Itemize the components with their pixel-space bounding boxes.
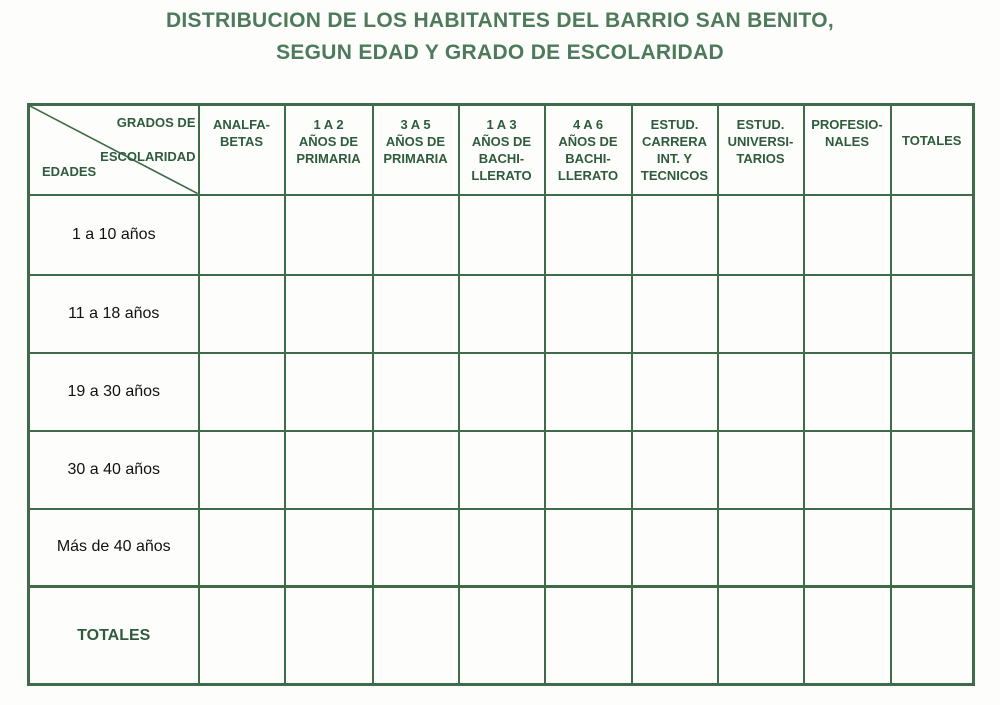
table-cell [545,353,632,431]
table-cell [718,431,804,509]
table-cell [199,587,285,685]
row-label: Más de 40 años [29,509,199,587]
column-header-bachillerato-4-6 [545,105,632,195]
table-cell [459,195,545,275]
corner-label-grados-line-2: ESCOLARIDAD [100,149,196,164]
table-cell [891,509,974,587]
header-line: CARRERA [642,134,707,149]
table-cell [718,195,804,275]
table-cell [285,353,373,431]
table-row [29,431,974,509]
table-cell [632,353,718,431]
header-line: 3 A 5 [400,117,431,132]
table-cell [199,353,285,431]
header-line: TECNICOS [640,168,709,183]
header-line: TARIOS [736,151,785,166]
table-cell [891,587,974,685]
corner-header-cell [29,105,199,195]
table-cell [718,587,804,685]
table-cell [285,509,373,587]
table-cell [804,275,891,353]
table-cell [285,195,373,275]
row-label: 11 a 18 años [29,275,199,353]
page-title-line-2: SEGUN EDAD Y GRADO DE ESCOLARIDAD [276,41,724,64]
header-line: AÑOS DE [298,134,359,149]
table-cell [545,431,632,509]
header-line: NALES [824,134,870,149]
header-line: UNIVERSI- [727,134,794,149]
header-line: BACHI- [478,151,525,166]
header-line: 4 A 6 [572,117,604,132]
table-cell [718,275,804,353]
table-cell [632,431,718,509]
row-label: 19 a 30 años [29,353,199,431]
table-cell [804,353,891,431]
table-cell [632,509,718,587]
table-row [29,353,974,431]
corner-label-grados-line-1: GRADOS DE [116,115,196,130]
header-line: BETAS [219,134,264,149]
header-line: AÑOS DE [385,134,446,149]
page-title-line-1: DISTRIBUCION DE LOS HABITANTES DEL BARRIO SAN BENITO, [165,9,835,32]
table-cell [804,509,891,587]
table-cell [199,509,285,587]
table-cell [373,587,459,685]
table-cell [459,587,545,685]
column-header-universitarios [718,105,804,195]
table-cell [459,275,545,353]
table-cell [373,509,459,587]
header-line: TOTALES [902,133,962,148]
corner-label-edades: EDADES [42,163,97,179]
table-cell [718,353,804,431]
header-line: ANALFA- [212,117,271,132]
table-cell [632,195,718,275]
table-cell [891,431,974,509]
header-line: ESTUD. [650,117,699,132]
corner-label-grados [100,114,195,165]
table-cell [804,195,891,275]
table-cell [459,353,545,431]
table-row [29,275,974,353]
header-line: 1 A 2 [313,117,344,132]
table-cell [718,509,804,587]
header-line: AÑOS DE [558,134,618,149]
table-cell [891,275,974,353]
distribution-table [27,103,975,686]
table-cell [373,275,459,353]
table-cell [285,275,373,353]
table-cell [804,431,891,509]
column-header-bachillerato-1-3 [459,105,545,195]
column-header-profesionales [804,105,891,195]
totals-row-label: TOTALES [29,587,199,685]
totals-row [29,587,974,685]
table-cell [545,195,632,275]
header-line: PRIMARIA [296,151,361,166]
table-cell [891,353,974,431]
table-row [29,509,974,587]
table-cell [545,275,632,353]
header-line: AÑOS DE [471,134,532,149]
header-line: LLERATO [557,168,619,183]
row-label: 1 a 10 años [29,195,199,275]
table-cell [285,587,373,685]
header-line: ESTUD. [736,117,785,132]
column-header-primaria-1-2 [285,105,373,195]
column-header-carrera-tecnicos [632,105,718,195]
table-cell [373,195,459,275]
table-header-row [29,105,974,195]
column-header-primaria-3-5 [373,105,459,195]
table-cell [199,275,285,353]
table-cell [373,353,459,431]
column-header-analfabetas [199,105,285,195]
table-cell [373,431,459,509]
table-cell [632,587,718,685]
column-header-totales [891,105,974,195]
table-cell [285,431,373,509]
header-line: 1 A 3 [486,117,517,132]
table-cell [459,509,545,587]
header-line: PRIMARIA [383,151,448,166]
row-label: 30 a 40 años [29,431,199,509]
header-line: BACHI- [565,151,611,166]
header-line: INT. Y [656,151,693,166]
table-cell [632,275,718,353]
table-cell [545,587,632,685]
table-row [29,195,974,275]
table-cell [199,431,285,509]
table-cell [804,587,891,685]
table-cell [545,509,632,587]
header-line: LLERATO [471,168,532,183]
header-line: PROFESIO- [811,117,883,132]
table-cell [199,195,285,275]
table-cell [459,431,545,509]
table-cell [891,195,974,275]
